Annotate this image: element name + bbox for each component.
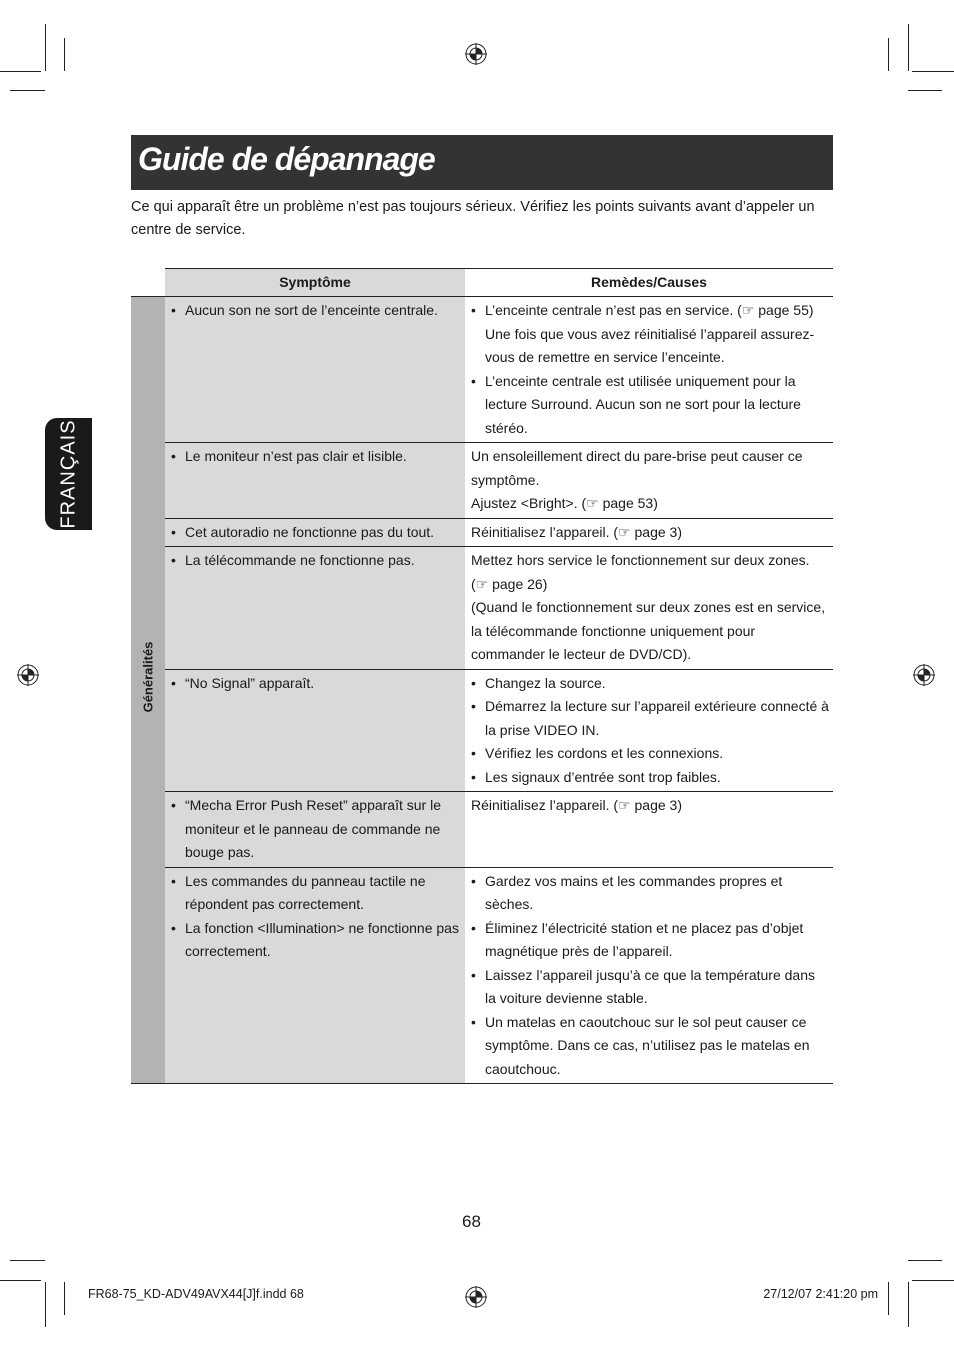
remedy-cell	[465, 518, 833, 547]
remedy-cell	[465, 792, 833, 868]
table-row	[131, 443, 833, 519]
troubleshooting-table	[131, 268, 833, 1084]
remedy-item: • L’enceinte centrale n’est pas en service. (☞ page 55) Une fois que vous avez réinitialisé l’appareil assurez-vous de remettre en service l’enceinte.	[471, 299, 829, 370]
page-number: 68	[462, 1212, 481, 1231]
symptom-cell	[165, 669, 465, 792]
remedy-cell	[465, 443, 833, 519]
symptom-cell	[165, 518, 465, 547]
intro-text: Ce qui apparaît être un problème n’est pas toujours sérieux. Vérifiez les points suivants avant d’appeler un centre de service.	[131, 199, 815, 238]
remedy-item: • Les signaux d’entrée sont trop faibles.	[471, 766, 829, 790]
header-symptom: Symptôme	[165, 269, 465, 297]
remedy-text: Réinitialisez l’appareil. (☞ page 3)	[471, 797, 682, 813]
title-bar	[131, 135, 833, 190]
symptom-item: • La fonction <Illumination> ne fonctionne pas correctement.	[171, 917, 461, 964]
remedy-cell	[465, 547, 833, 670]
table-row	[131, 669, 833, 792]
symptom-cell	[165, 443, 465, 519]
remedy-text: Mettez hors service le fonctionnement sur deux zones. (☞ page 26)	[471, 552, 810, 592]
registration-mark-icon	[465, 43, 487, 65]
remedy-cell	[465, 669, 833, 792]
registration-mark-icon	[17, 664, 39, 686]
registration-mark-icon	[913, 664, 935, 686]
footer-timestamp: 27/12/07 2:41:20 pm	[763, 1287, 878, 1301]
symptom-item: • Cet autoradio ne fonctionne pas du tout.	[171, 521, 461, 545]
symptom-cell	[165, 297, 465, 443]
remedy-item: • Changez la source.	[471, 672, 829, 696]
symptom-item: • La télécommande ne fonctionne pas.	[171, 549, 461, 573]
page-title: Guide de dépannage	[138, 141, 435, 177]
remedy-item: • Vérifiez les cordons et les connexions.	[471, 742, 829, 766]
remedy-text: (Quand le fonctionnement sur deux zones est en service, la télécommande fonctionne uniquement pour commander le lecteur de DVD/CD).	[471, 599, 826, 662]
remedy-text: Ajustez <Bright>. (☞ page 53)	[471, 495, 658, 511]
table-row	[131, 297, 833, 443]
table-row	[131, 518, 833, 547]
remedy-cell	[465, 297, 833, 443]
footer-file-info: FR68-75_KD-ADV49AVX44[J]f.indd 68	[88, 1287, 304, 1301]
table-row	[131, 547, 833, 670]
header-remedy: Remèdes/Causes	[465, 269, 833, 297]
symptom-item: • Les commandes du panneau tactile ne répondent pas correctement.	[171, 870, 461, 917]
table-header-row	[131, 269, 833, 297]
language-tab	[45, 418, 92, 530]
symptom-cell	[165, 792, 465, 868]
symptom-item: • Aucun son ne sort de l’enceinte centrale.	[171, 299, 461, 323]
symptom-item: • Le moniteur n’est pas clair et lisible.	[171, 445, 461, 469]
table-row	[131, 867, 833, 1084]
language-tab-label: FRANÇAIS	[57, 419, 79, 529]
category-label: Généralités	[140, 641, 156, 713]
remedy-text: Réinitialisez l’appareil. (☞ page 3)	[471, 523, 682, 540]
remedy-item: • Éliminez l’électricité station et ne placez pas d’objet magnétique près de l’appareil.	[471, 917, 829, 964]
remedy-item: • L’enceinte centrale est utilisée uniquement pour la lecture Surround. Aucun son ne sort pour la lecture stéréo.	[471, 370, 829, 441]
symptom-cell	[165, 547, 465, 670]
symptom-item: • “No Signal” apparaît.	[171, 672, 461, 696]
remedy-text: Un ensoleillement direct du pare-brise peut causer ce symptôme.	[471, 448, 803, 488]
symptom-item: • “Mecha Error Push Reset” apparaît sur le moniteur et le panneau de commande ne bouge pas.	[171, 794, 461, 865]
remedy-item: • Laissez l’appareil jusqu’à ce que la température dans la voiture devienne stable.	[471, 964, 829, 1011]
remedy-item: • Démarrez la lecture sur l’appareil extérieure connecté à la prise VIDEO IN.	[471, 695, 829, 742]
remedy-item: • Un matelas en caoutchouc sur le sol peut causer ce symptôme. Dans ce cas, n’utilisez pas le matelas en caoutchouc.	[471, 1011, 829, 1082]
registration-mark-icon	[465, 1286, 487, 1308]
category-cell	[131, 297, 165, 1084]
header-spacer	[131, 269, 165, 297]
remedy-cell	[465, 867, 833, 1084]
remedy-item: • Gardez vos mains et les commandes propres et sèches.	[471, 870, 829, 917]
table-row	[131, 792, 833, 868]
symptom-cell	[165, 867, 465, 1084]
